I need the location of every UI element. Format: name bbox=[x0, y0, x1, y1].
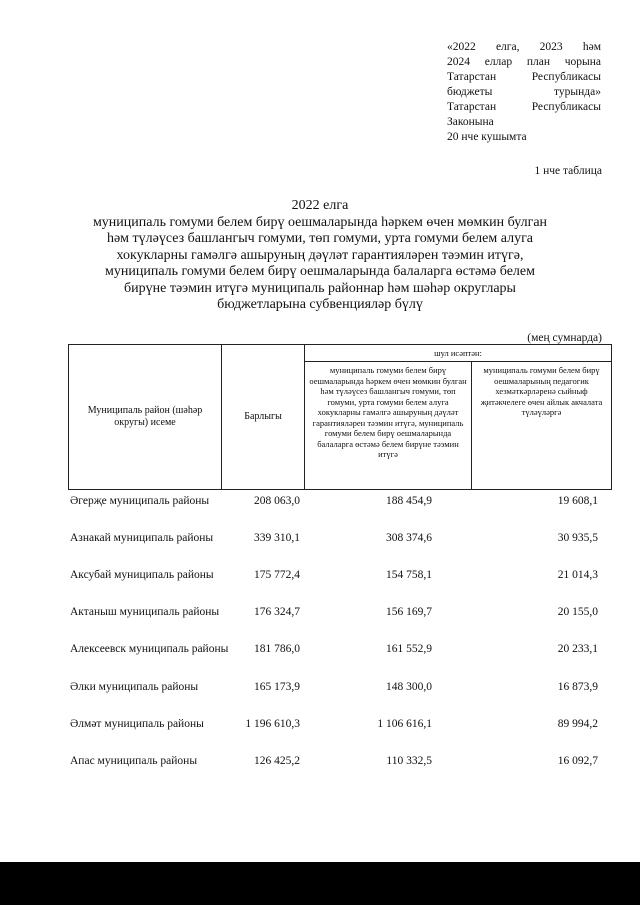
total-value: 181 786,0 bbox=[254, 643, 300, 655]
header-including-label: шул исәптән: bbox=[434, 347, 482, 358]
law-reference bbox=[447, 40, 601, 145]
class-teacher-payment-value: 16 092,7 bbox=[557, 755, 598, 767]
header-municipality-label: Муниципаль район (шәһәр округы) исеме bbox=[87, 405, 203, 428]
law-reference-line: Татарстан Республикасы bbox=[447, 71, 601, 83]
title-line: бюджетларына субвенцияләр бүлү bbox=[217, 297, 423, 312]
law-reference-line: 2024 еллар план чорына bbox=[447, 56, 601, 68]
municipality-name: Әлки муниципаль районы bbox=[70, 681, 199, 693]
total-value: 175 772,4 bbox=[254, 569, 300, 581]
law-reference-line: «2022 елга, 2023 һәм bbox=[447, 41, 601, 53]
title-line: хокукларны гамәлгә ашыруның дәүләт гарантияләрен тәэмин итүгә, bbox=[116, 247, 524, 263]
education-subvention-value: 110 332,5 bbox=[386, 755, 432, 767]
municipality-name: Актаныш муниципаль районы bbox=[70, 606, 220, 618]
header-municipality bbox=[68, 344, 222, 490]
education-subvention-value: 308 374,6 bbox=[386, 532, 432, 544]
total-value: 126 425,2 bbox=[254, 755, 300, 767]
class-teacher-payment-value: 20 233,1 bbox=[557, 643, 598, 655]
document-title bbox=[70, 198, 570, 314]
total-value: 1 196 610,3 bbox=[245, 718, 300, 730]
title-line: муниципаль гомуми белем бирү оешмаларында балаларга өстәмә белем bbox=[105, 264, 535, 279]
education-subvention-value: 154 758,1 bbox=[386, 569, 432, 581]
scan-border bbox=[0, 862, 640, 905]
municipality-name: Аксубай муниципаль районы bbox=[70, 569, 214, 581]
education-subvention-value: 156 169,7 bbox=[386, 606, 432, 618]
header-col1-label: муниципаль гомуми белем бирү оешмаларында һәркем өчен мөмкин булган һәм түләүсез башлангыч гомуми, төп гомуми, урта гомуми белем алуга хокукларны гамәлгә ашыруның дәүләт гарантияләрен тәэмин итүгә, муниципаль гомуми белем бирү оешмаларында балаларга өстәмә белем бирүне тәэмин итүгә bbox=[309, 365, 467, 459]
total-value: 208 063,0 bbox=[254, 495, 300, 507]
total-value: 165 173,9 bbox=[254, 681, 300, 693]
class-teacher-payment-value: 16 873,9 bbox=[557, 681, 598, 693]
units-label: (мең сумнарда) bbox=[527, 332, 602, 344]
municipality-name: Азнакай муниципаль районы bbox=[70, 532, 214, 544]
total-value: 339 310,1 bbox=[254, 532, 300, 544]
header-col2 bbox=[471, 361, 612, 490]
law-reference-line: бюджеты турында» bbox=[447, 86, 601, 98]
class-teacher-payment-value: 30 935,5 bbox=[557, 532, 598, 544]
header-total-label: Барлыгы bbox=[244, 410, 282, 422]
title-line: бирүне тәэмин итүгә муниципаль районнар һәм шәһәр округлары bbox=[124, 280, 516, 296]
title-line: һәм түләүсез башлангыч гомуми, төп гомуми, урта гомуми белем алуга bbox=[106, 231, 534, 246]
title-year: 2022 елга bbox=[291, 198, 349, 213]
header-including bbox=[304, 344, 612, 362]
class-teacher-payment-value: 89 994,2 bbox=[557, 718, 598, 730]
municipality-name: Алексеевск муниципаль районы bbox=[70, 643, 229, 655]
header-col2-label: муниципаль гомуми белем бирү оешмаларының педагогик хезмәткәрләренә сыйныф җитәкчелеге өчен айлык акчалата түләүләргә bbox=[480, 365, 603, 417]
class-teacher-payment-value: 20 155,0 bbox=[557, 606, 598, 618]
municipality-name: Әгерҗе муниципаль районы bbox=[70, 495, 210, 507]
total-value: 176 324,7 bbox=[254, 606, 300, 618]
class-teacher-payment-value: 21 014,3 bbox=[557, 569, 598, 581]
municipality-name: Апас муниципаль районы bbox=[70, 755, 198, 767]
education-subvention-value: 148 300,0 bbox=[386, 681, 432, 693]
header-col1 bbox=[304, 361, 472, 490]
class-teacher-payment-value: 19 608,1 bbox=[557, 495, 598, 507]
education-subvention-value: 188 454,9 bbox=[386, 495, 432, 507]
education-subvention-value: 161 552,9 bbox=[386, 643, 432, 655]
law-reference-line: 20 нче кушымта bbox=[447, 131, 527, 143]
municipality-name: Әлмәт муниципаль районы bbox=[70, 718, 204, 730]
education-subvention-value: 1 106 616,1 bbox=[377, 718, 432, 730]
table-number: 1 нче таблица bbox=[534, 165, 602, 177]
law-reference-line: Законына bbox=[447, 116, 494, 128]
header-total bbox=[221, 344, 305, 490]
law-reference-line: Татарстан Республикасы bbox=[447, 101, 601, 113]
title-line: муниципаль гомуми белем бирү оешмаларында һәркем өчен мөмкин булган bbox=[92, 214, 548, 230]
